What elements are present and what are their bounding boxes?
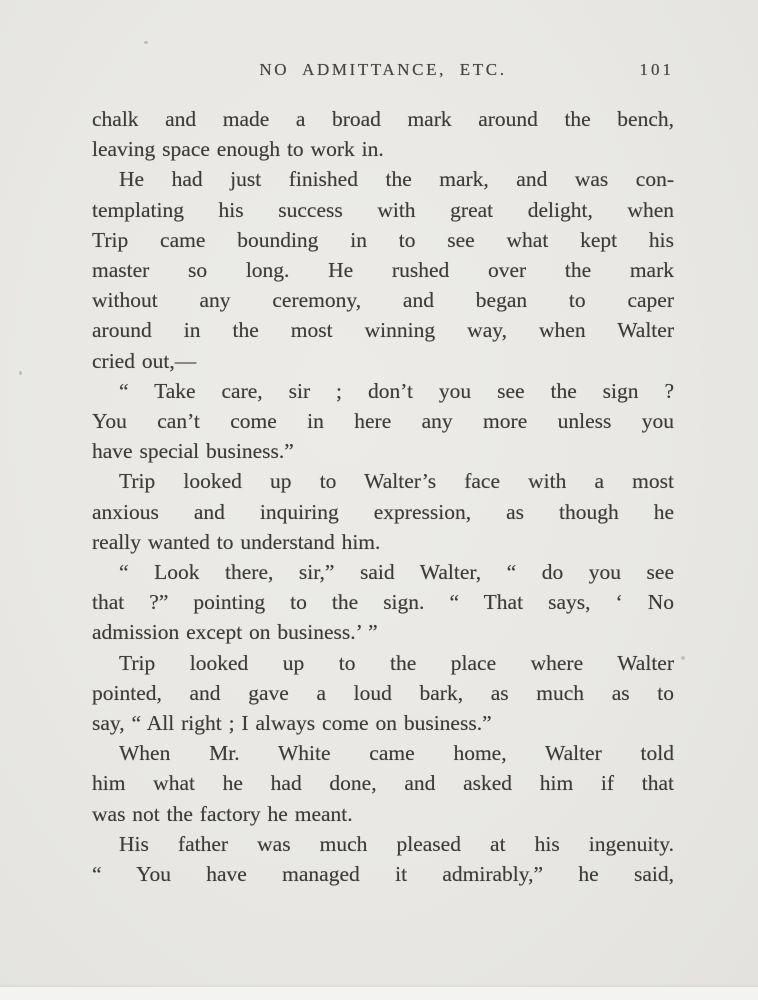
paragraph [92, 738, 674, 829]
text-line: him what he had done, and asked him if that [92, 771, 674, 796]
paragraph [92, 557, 674, 648]
text-line: You can’t come in here any more unless you [92, 409, 674, 434]
page-bottom-edge [0, 987, 758, 1000]
text-line: Trip came bounding in to see what kept his [92, 227, 674, 252]
text-line: His father was much pleased at his ingenuity. [119, 831, 674, 856]
text-line: cried out,— [92, 348, 197, 373]
text-line: “ You have managed it admirably,” he said, [92, 862, 674, 887]
text-line: say, “ All right ; I always come on business.” [92, 711, 492, 736]
text-line: anxious and inquiring expression, as though he [92, 499, 674, 524]
scan-speck [681, 656, 685, 660]
paragraph [92, 648, 674, 739]
text-line: He had just finished the mark, and was con- [119, 167, 674, 192]
text-line: Trip looked up to the place where Walter [119, 650, 674, 675]
text-line: chalk and made a broad mark around the bench, [92, 107, 674, 131]
paragraph [92, 104, 674, 164]
text-line: “ Look there, sir,” said Walter, “ do you see [119, 560, 674, 585]
text-line: have special business.” [92, 439, 294, 464]
text-line: templating his success with great delight, when [92, 197, 674, 222]
text-line: admission except on business.’ ” [92, 620, 378, 645]
text-line: around in the most winning way, when Walter [92, 318, 674, 343]
scan-speck [144, 41, 148, 44]
text-line: that ?” pointing to the sign. “ That says, ‘ No [92, 590, 674, 615]
paragraph [92, 164, 674, 375]
page-number: 101 [639, 60, 674, 79]
paragraph [92, 376, 674, 467]
paragraph [92, 466, 674, 557]
page-header [92, 60, 674, 86]
text-line: pointed, and gave a loud bark, as much as to [92, 680, 674, 705]
text-line: Trip looked up to Walter’s face with a most [119, 469, 674, 494]
text-line: “ Take care, sir ; don’t you see the sign ? [119, 378, 674, 403]
scan-speck [19, 371, 22, 375]
text-line: When Mr. White came home, Walter told [119, 741, 674, 766]
text-line: without any ceremony, and began to caper [92, 288, 674, 313]
text-line: master so long. He rushed over the mark [92, 258, 674, 283]
text-line: leaving space enough to work in. [92, 137, 384, 162]
text-line: really wanted to understand him. [92, 529, 381, 554]
running-title: NO ADMITTANCE, ETC. [259, 60, 507, 79]
text-line: was not the factory he meant. [92, 801, 353, 826]
text-body [92, 104, 674, 889]
paragraph [92, 829, 674, 889]
